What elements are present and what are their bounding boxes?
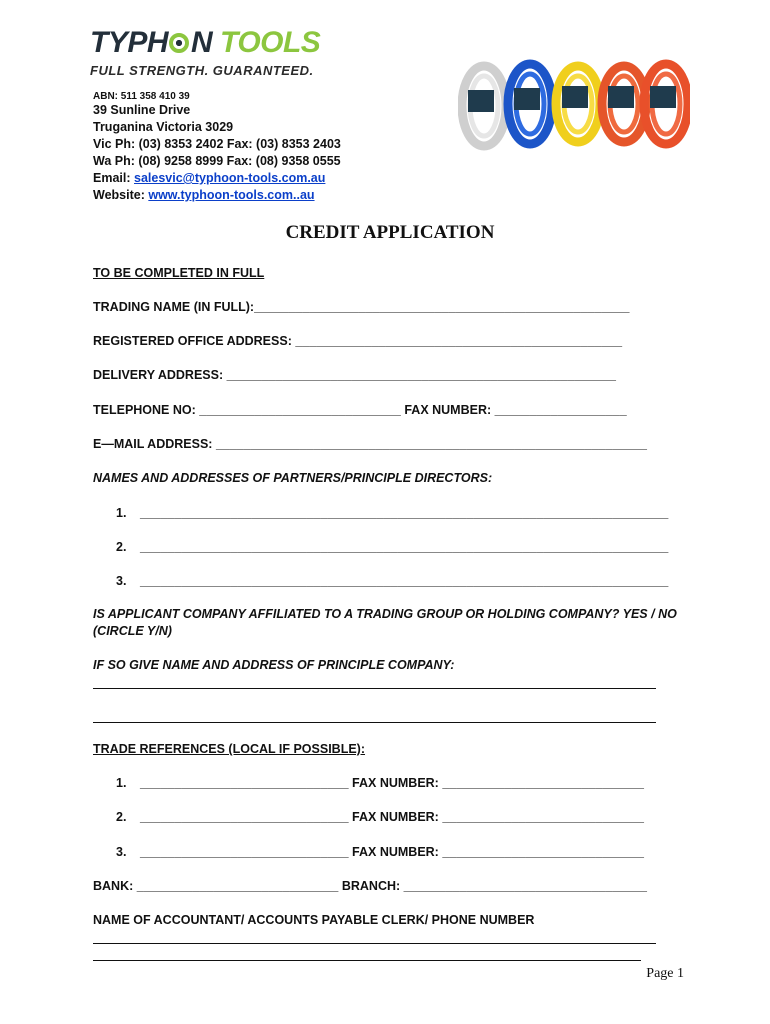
principal-company-question: IF SO GIVE NAME AND ADDRESS OF PRINCIPLE COMPANY: [93, 658, 455, 672]
office-address-label: REGISTERED OFFICE ADDRESS: [93, 334, 296, 348]
page-title: CREDIT APPLICATION [285, 222, 495, 243]
email-row [93, 437, 647, 451]
partner-number: 1. [116, 506, 127, 520]
trade-ref-row-2 [116, 810, 644, 824]
branch-label: BRANCH: [338, 879, 404, 893]
bank-row [93, 879, 647, 893]
email-link[interactable]: salesvic@typhoon-tools.com.au [134, 171, 326, 185]
fax-field[interactable]: ___________________ [494, 403, 627, 417]
affiliated-question: IS APPLICANT COMPANY AFFILIATED TO A TRADING GROUP OR HOLDING COMPANY? YES / NO [93, 607, 677, 621]
trade-ref-fax-label: FAX NUMBER: [348, 810, 443, 824]
accountant-label: NAME OF ACCOUNTANT/ ACCOUNTS PAYABLE CLERK/ PHONE NUMBER [93, 913, 535, 927]
accountant-field-2[interactable] [93, 960, 641, 961]
trade-ref-row-3 [116, 845, 644, 859]
website-line [93, 187, 315, 204]
partner-row-3 [116, 574, 668, 588]
cord-reel-orange [602, 66, 646, 142]
trade-ref-fax-label: FAX NUMBER: [348, 776, 443, 790]
company-logo [90, 28, 320, 58]
delivery-address-label: DELIVERY ADDRESS: [93, 368, 227, 382]
trade-ref-field[interactable]: ______________________________ [140, 810, 349, 824]
cord-reel-blue [508, 64, 552, 144]
trade-ref-fax-field[interactable]: _____________________________ [442, 776, 644, 790]
partner-row-1 [116, 506, 668, 520]
street-address: 39 Sunline Drive [93, 103, 191, 117]
partners-heading: NAMES AND ADDRESSES OF PARTNERS/PRINCIPLE DIRECTORS: [93, 471, 493, 485]
cord-reel-red [644, 64, 688, 144]
partner-row-2 [116, 540, 668, 554]
bank-label: BANK: [93, 879, 137, 893]
trade-ref-row-1 [116, 776, 644, 790]
office-address-row [93, 334, 622, 348]
trade-ref-field[interactable]: ______________________________ [140, 845, 349, 859]
trading-name-row [93, 300, 630, 314]
trade-ref-fax-field[interactable]: _____________________________ [442, 845, 644, 859]
logo-tagline: FULL STRENGTH. GUARANTEED. [90, 63, 314, 78]
wa-phone: Wa Ph: (08) 9258 8999 Fax: (08) 9358 0555 [93, 154, 341, 168]
delivery-address-field[interactable]: ________________________________________________________ [226, 368, 616, 382]
abn-number: ABN: 511 358 410 39 [93, 91, 190, 102]
telephone-label: TELEPHONE NO: [93, 403, 200, 417]
principal-company-field-2[interactable] [93, 722, 656, 723]
email-label: Email: [93, 171, 134, 185]
trade-ref-number: 2. [116, 810, 127, 824]
typhoon-swirl-icon [169, 33, 189, 53]
logo-text-part1: TYPH [90, 26, 169, 59]
partner-field[interactable]: ____________________________________________________________________________ [140, 574, 669, 588]
trade-ref-number: 1. [116, 776, 127, 790]
trade-ref-fax-field[interactable]: _____________________________ [442, 810, 644, 824]
extension-cord-reels-image [458, 58, 690, 154]
cord-reel-white [462, 66, 506, 146]
email-line [93, 170, 325, 187]
office-address-field[interactable]: _______________________________________________ [295, 334, 623, 348]
bank-field[interactable]: _____________________________ [136, 879, 339, 893]
logo-text-part2: N [191, 26, 213, 59]
suburb-address: Truganina Victoria 3029 [93, 120, 234, 134]
trade-references-heading: TRADE REFERENCES (LOCAL IF POSSIBLE): [93, 742, 366, 756]
affiliated-question-circle: (CIRCLE Y/N) [93, 624, 172, 638]
trade-ref-field[interactable]: ______________________________ [140, 776, 349, 790]
partner-field[interactable]: ____________________________________________________________________________ [140, 506, 669, 520]
partner-field[interactable]: ____________________________________________________________________________ [140, 540, 669, 554]
accountant-field-1[interactable] [93, 943, 656, 944]
principal-company-field-1[interactable] [93, 688, 656, 689]
trade-ref-number: 3. [116, 845, 127, 859]
website-label: Website: [93, 188, 149, 202]
partner-number: 2. [116, 540, 127, 554]
cord-reel-yellow [556, 66, 600, 142]
partner-number: 3. [116, 574, 127, 588]
email-address-label: E—MAIL ADDRESS: [93, 437, 216, 451]
website-link[interactable]: www.typhoon-tools.com..au [148, 188, 315, 202]
telephone-field[interactable]: _____________________________ [199, 403, 401, 417]
page-number: Page 1 [646, 966, 684, 981]
trading-name-label: TRADING NAME (IN FULL): [93, 300, 255, 314]
complete-instruction: TO BE COMPLETED IN FULL [93, 266, 265, 280]
trade-ref-fax-label: FAX NUMBER: [348, 845, 443, 859]
trading-name-field[interactable]: ______________________________________________________ [254, 300, 630, 314]
branch-field[interactable]: ___________________________________ [403, 879, 647, 893]
email-address-field[interactable]: ______________________________________________________________ [215, 437, 647, 451]
vic-phone: Vic Ph: (03) 8353 2402 Fax: (03) 8353 2403 [93, 137, 341, 151]
fax-label: FAX NUMBER: [400, 403, 495, 417]
delivery-address-row [93, 368, 616, 382]
logo-text-part3: TOOLS [220, 26, 321, 59]
telephone-row [93, 403, 627, 417]
